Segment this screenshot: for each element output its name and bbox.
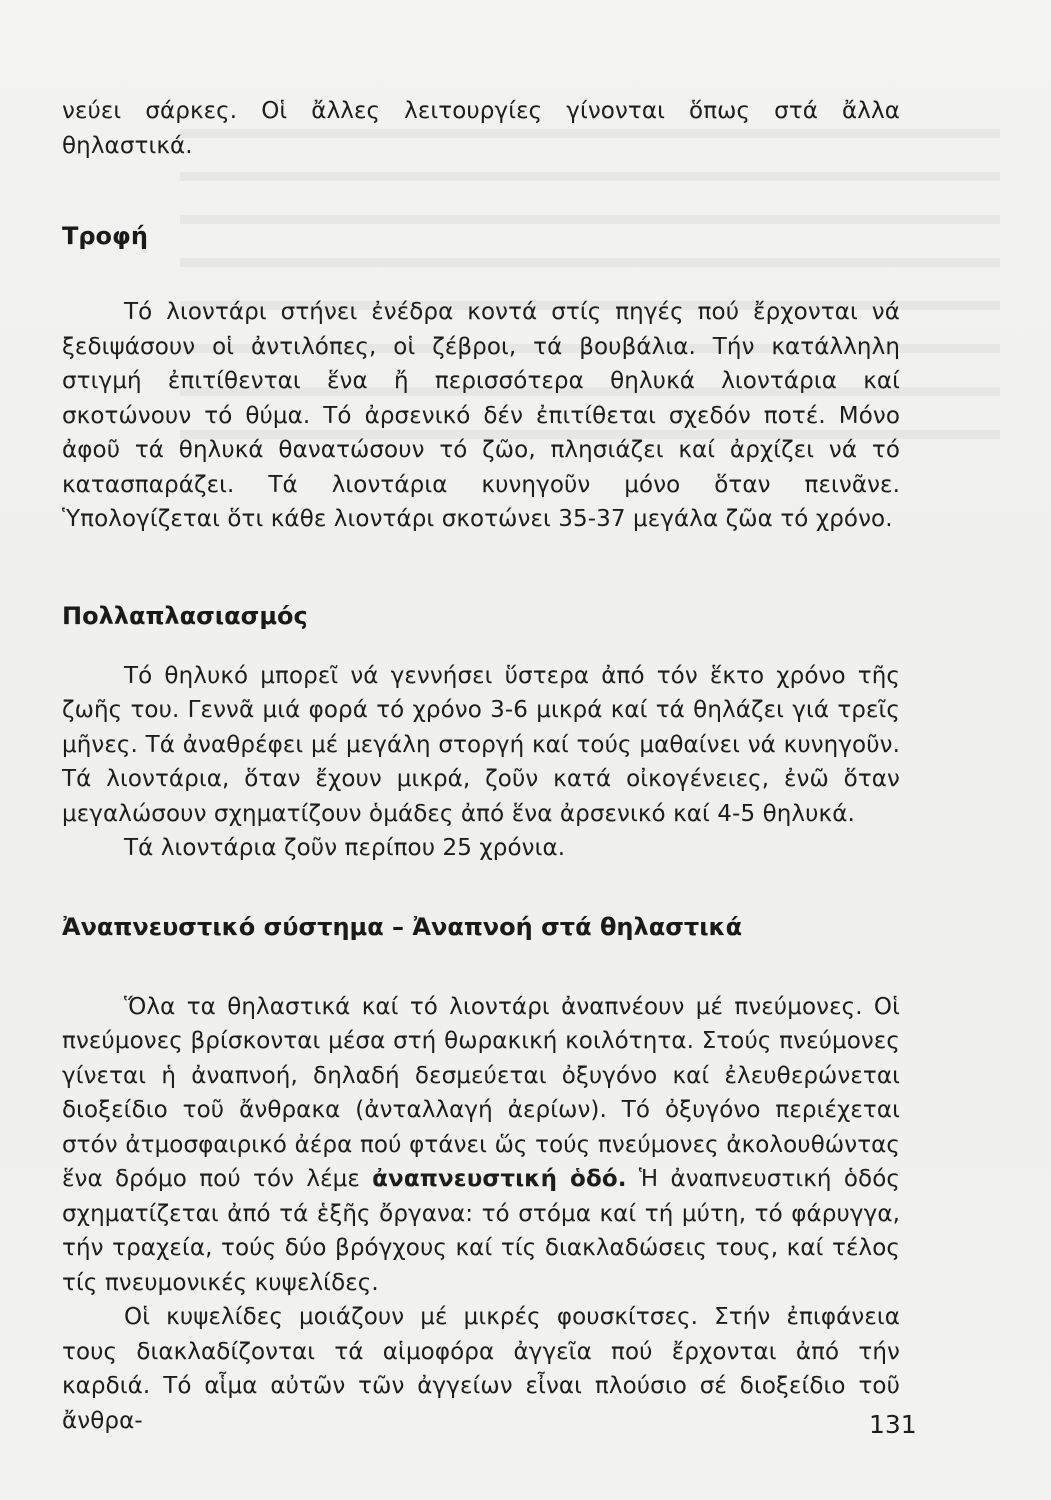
page-text xyxy=(62,94,900,1438)
trofi-paragraph: Τό λιοντάρι στήνει ἐνέδρα κοντά στίς πηγές πού ἔρχονται νά ξεδιψάσουν οἱ ἀντιλόπες, οἱ ζέβροι, τά βουβάλια. Τήν κατάλληλη στιγμή ἐπιτίθενται ἕνα ἤ περισσότερα θηλυκά λιοντάρια καί σκοτώνουν τό θύμα. Τό ἀρσενικό δέν ἐπιτίθεται σχεδόν ποτέ. Μόνο ἀφοῦ τά θηλυκά θανατώσουν τό ζῶο, πλησιάζει καί ἀρχίζει νά τό κατασπαράζει. Τά λιοντάρια κυνηγοῦν μόνο ὅταν πεινᾶνε. Ὑπολογίζεται ὅτι κάθε λιοντάρι σκοτώνει 35-37 μεγάλα ζῶα τό χρόνο. xyxy=(62,299,900,532)
term-anapneustiki-odos: ἀναπνευστική ὁδό. xyxy=(372,1166,627,1192)
anapnoi-text-after: Ἡ ἀναπνευστική ὁδός σχηματίζεται ἀπό τά ἑξῆς ὄργανα: τό στόμα καί τή μύτη, τό φάρυγγα, τήν τραχεία, τούς δύο βρόγχους καί τίς διακλαδώσεις τους, καί τέλος τίς πνευμονικές κυψελίδες. xyxy=(62,1166,900,1296)
section-heading-trofi: Τροφή xyxy=(62,222,148,250)
anapnoi-paragraph-2: Οἱ κυψελίδες μοιάζουν μέ μικρές φουσκίτσες. Στήν ἐπιφάνεια τους διακλαδίζονται τά αἱμοφόρα ἀγγεῖα πού ἔρχονται ἀπό τήν καρδιά. Τό αἷμα αὐτῶν τῶν ἀγγείων εἶναι πλούσιο σέ διοξείδιο τοῦ ἄνθρα- xyxy=(62,1304,900,1434)
anapnoi-paragraph-1 xyxy=(62,990,900,1301)
section-heading-pollaplasiasmos: Πολλαπλασιασμός xyxy=(62,601,308,630)
section-heading-anapnoi: Ἀναπνευστικό σύστημα – Ἀναπνοή στά θηλαστικά xyxy=(62,912,743,941)
pollaplasiasmos-paragraph-2: Τά λιοντάρια ζοῦν περίπου 25 χρόνια. xyxy=(124,835,566,861)
pollaplasiasmos-paragraph-1: Τό θηλυκό μπορεῖ νά γεννήσει ὕστερα ἀπό τόν ἕκτο χρόνο τῆς ζωῆς του. Γεννᾶ μιά φορά τό χρόνο 3-6 μικρά καί τά θηλάζει γιά τρεῖς μῆνες. Τά ἀναθρέφει μέ μεγάλη στοργή καί τούς μαθαίνει νά κυνηγοῦν. Τά λιοντάρια, ὅταν ἔχουν μικρά, ζοῦν κατά οἰκογένειες, ἐνῶ ὅταν μεγαλώσουν σχηματίζουν ὁμάδες ἀπό ἕνα ἀρσενικό καί 4-5 θηλυκά. xyxy=(62,662,900,827)
intro-paragraph: νεύει σάρκες. Οἱ ἄλλες λειτουργίες γίνονται ὅπως στά ἄλλα θηλαστικά. xyxy=(62,98,900,159)
anapnoi-text-before: Ὅλα τα θηλαστικά καί τό λιοντάρι ἀναπνέουν μέ πνεύμονες. Οἱ πνεύμονες βρίσκονται μέσα στή θωρακική κοιλότητα. Στούς πνεύμονες γίνεται ἡ ἀναπνοή, δηλαδή δεσμεύεται ὀξυγόνο καί ἐλευθερώνεται διοξείδιο τοῦ ἄνθρακα (ἀνταλλαγή ἀερίων). Τό ὀξυγόνο περιέχεται στόν ἀτμοσφαιρικό ἀέρα πού φτάνει ὥς τούς πνεύμονες ἀκολουθώντας ἕνα δρόμο πού τόν λέμε xyxy=(62,993,900,1192)
page-number: 131 xyxy=(869,1410,917,1439)
